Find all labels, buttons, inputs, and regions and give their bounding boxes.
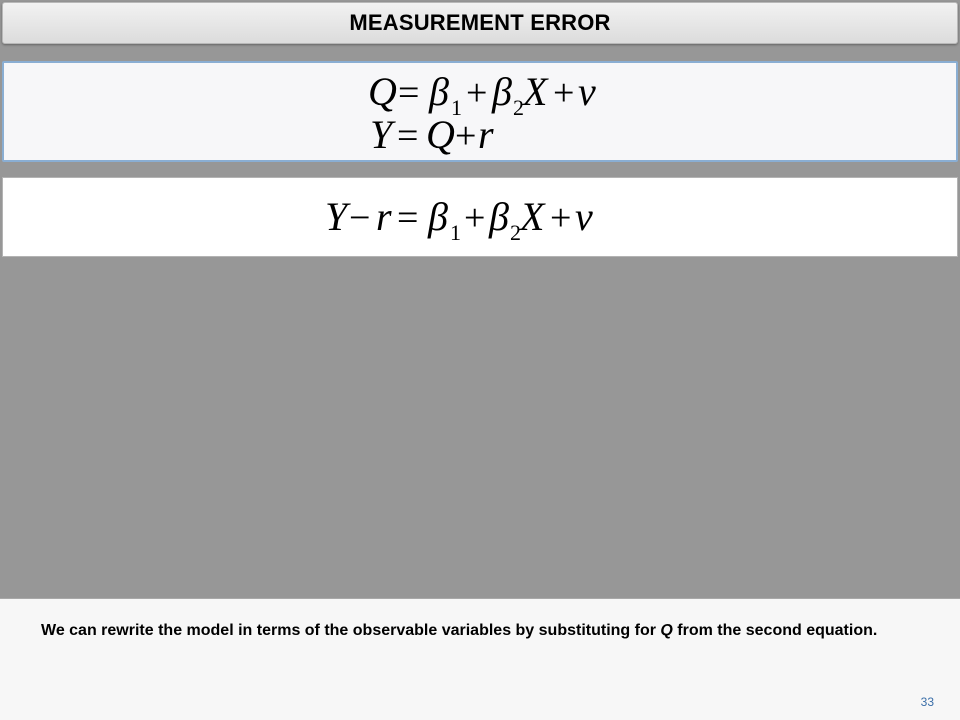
eq1-plus1: + — [466, 72, 488, 114]
caption-part2: from the second equation. — [672, 622, 878, 639]
caption-variable-q: Q — [660, 622, 673, 639]
eq3-beta1: β — [428, 194, 448, 239]
eq2-lhs-y: Y — [370, 112, 393, 157]
eq3-y: Y — [325, 194, 348, 239]
equation-box-substituted — [2, 177, 958, 257]
eq3-equals: = — [397, 197, 419, 239]
substituted-equation — [3, 178, 959, 258]
eq2-plus: + — [455, 115, 477, 157]
eq3-minus: − — [349, 197, 371, 239]
model-equations — [4, 63, 960, 164]
eq3-r: r — [376, 194, 392, 239]
eq3-plus1: + — [464, 197, 486, 239]
equation-y-definition — [370, 112, 494, 157]
eq1-beta1: β — [429, 69, 449, 114]
eq1-beta1-subscript: 1 — [451, 95, 462, 120]
slide-title: MEASUREMENT ERROR — [349, 10, 611, 35]
eq1-beta2-subscript: 2 — [513, 95, 524, 120]
equation-box-model — [2, 61, 958, 162]
eq1-equals: = — [398, 72, 420, 114]
eq1-v: v — [578, 69, 596, 114]
eq3-x: X — [520, 194, 545, 239]
eq1-plus2: + — [553, 72, 575, 114]
page-number: 33 — [920, 695, 934, 709]
caption-panel — [0, 598, 960, 720]
eq2-q: Q — [426, 112, 455, 157]
equation-substituted — [325, 194, 593, 245]
eq3-beta2-subscript: 2 — [510, 220, 521, 245]
slide-title-bar — [2, 2, 958, 44]
eq3-beta1-subscript: 1 — [450, 220, 461, 245]
eq1-x: X — [523, 69, 548, 114]
eq2-equals: = — [397, 115, 419, 157]
eq2-r: r — [478, 112, 494, 157]
caption-part1: We can rewrite the model in terms of the observable variables by substituting for — [41, 622, 661, 639]
eq3-plus2: + — [550, 197, 572, 239]
eq1-beta2: β — [492, 69, 512, 114]
eq3-v: v — [575, 194, 593, 239]
caption-text — [41, 620, 931, 641]
eq3-beta2: β — [489, 194, 509, 239]
eq1-lhs-q: Q — [368, 69, 397, 114]
